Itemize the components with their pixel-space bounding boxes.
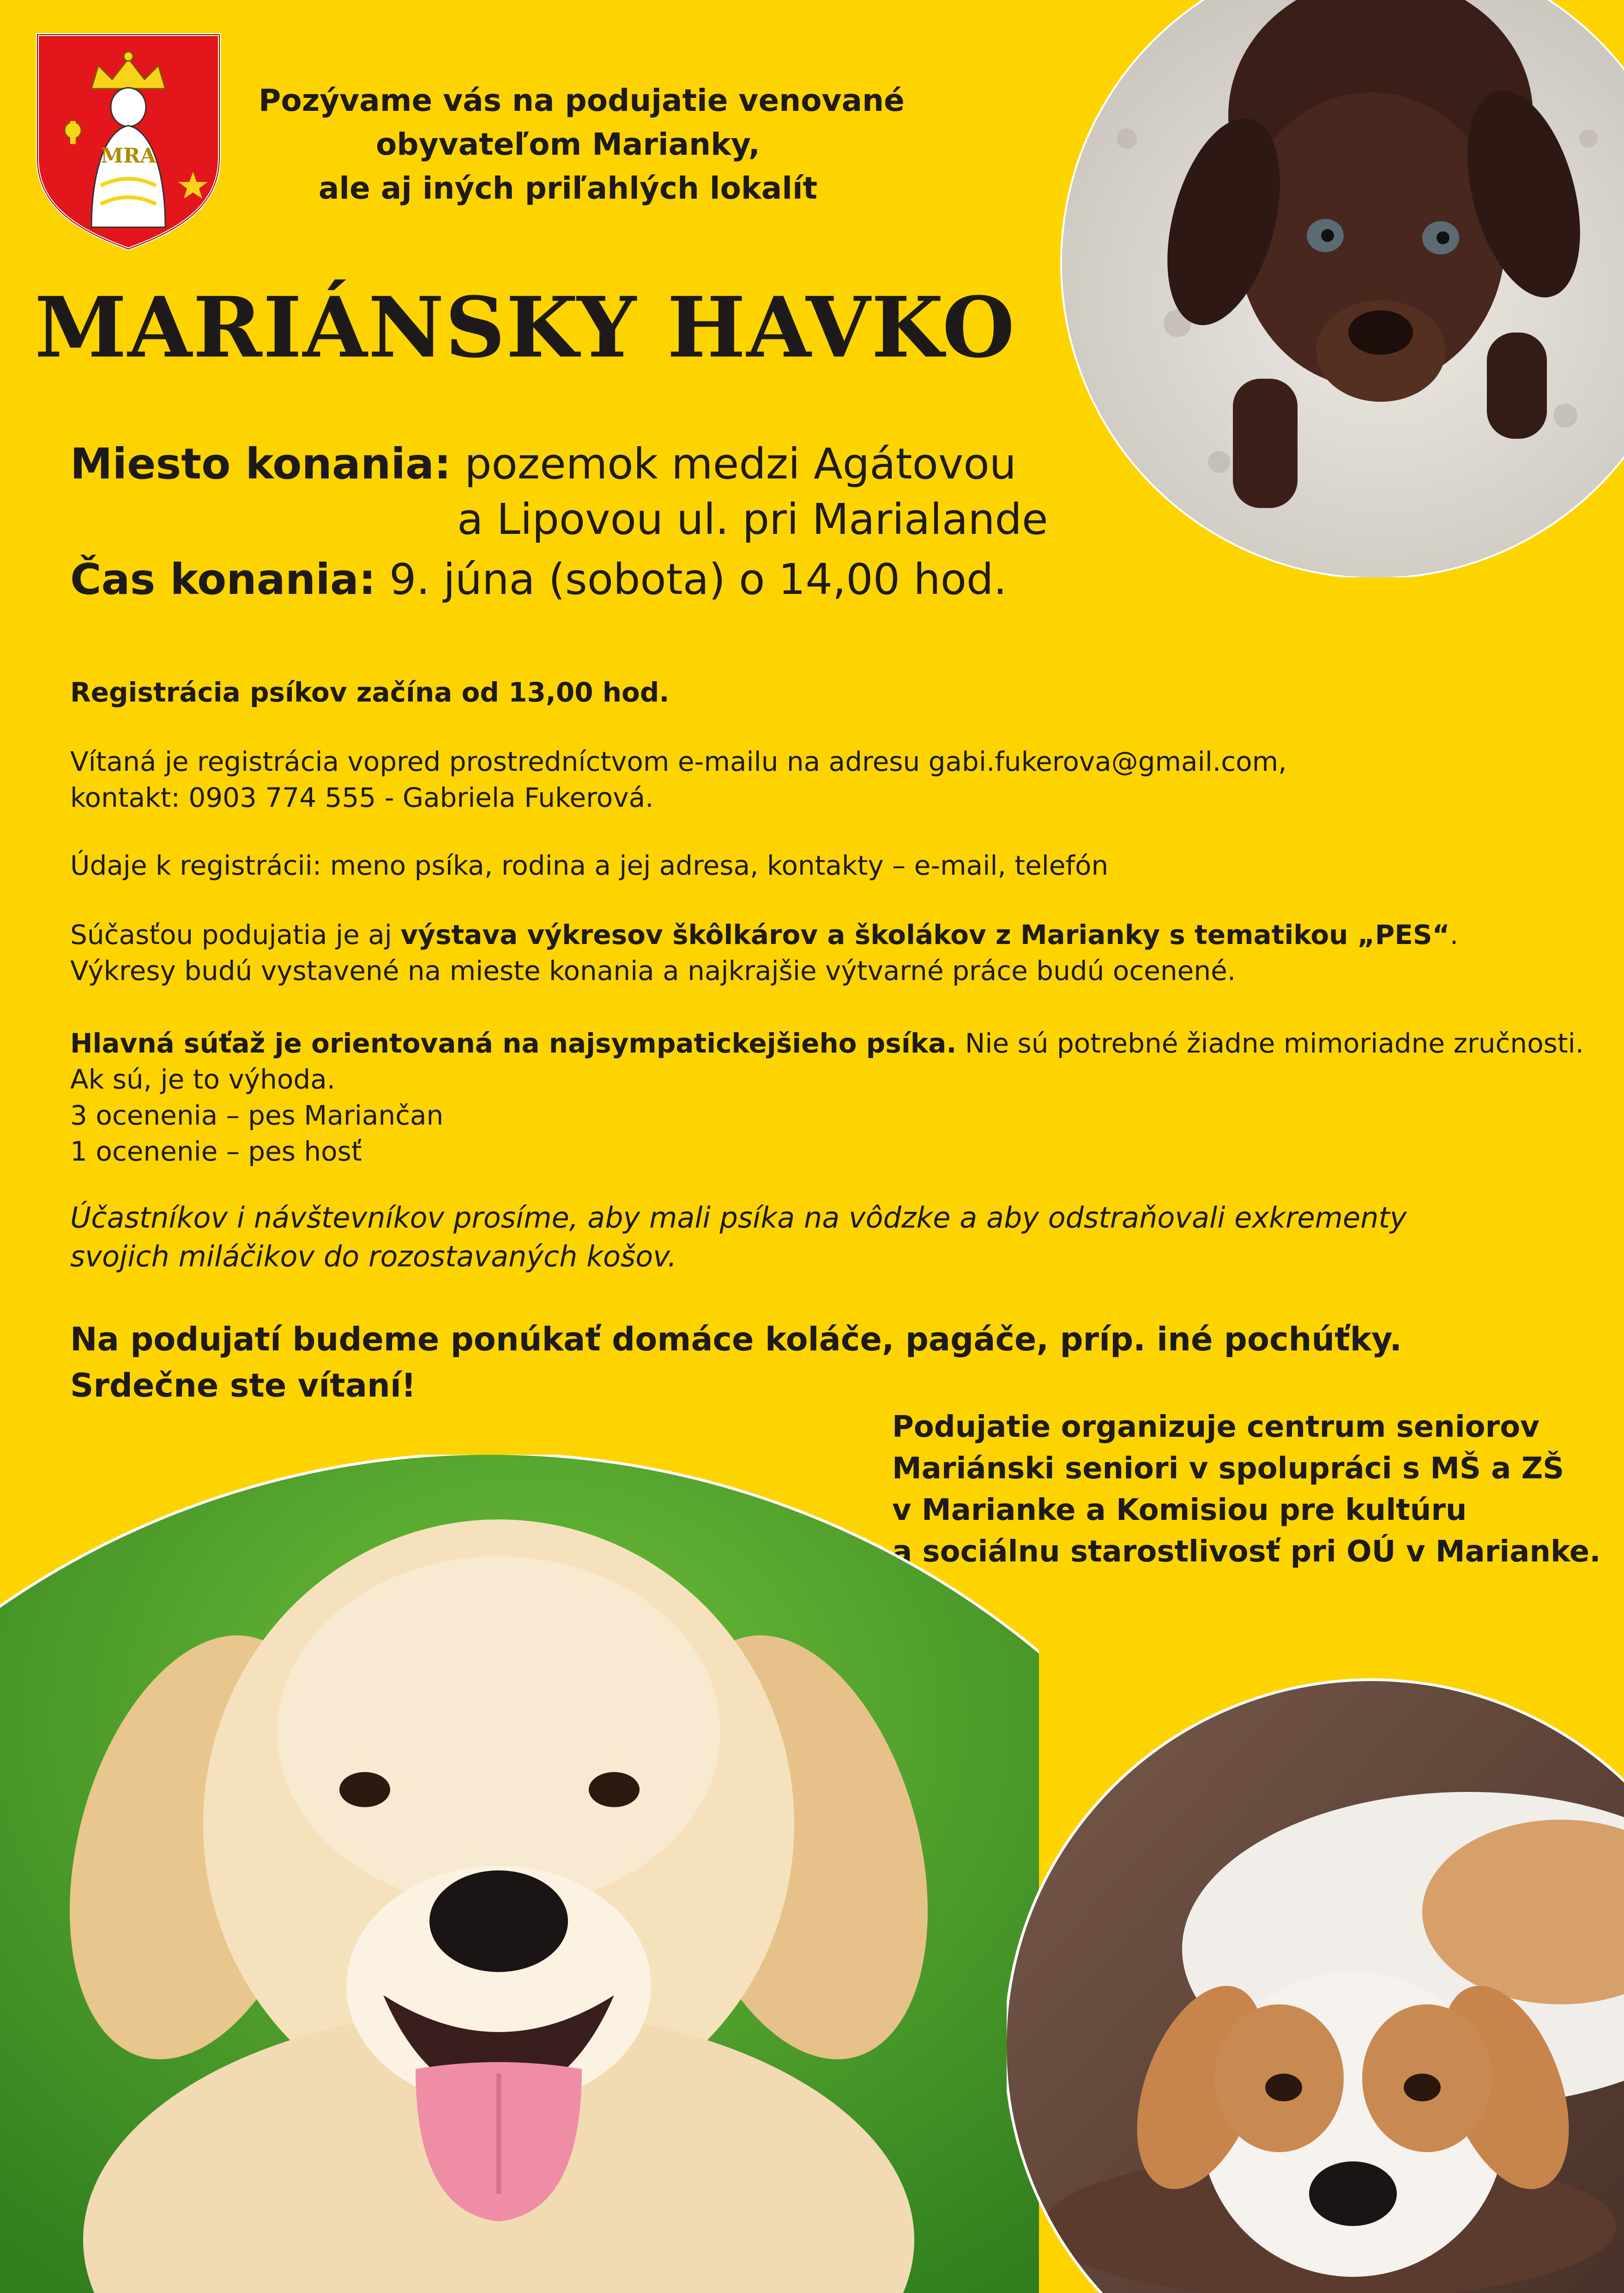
exhibition-prefix: Súčasťou podujatia je aj	[70, 919, 401, 950]
contest-rest: Nie sú potrebné žiadne mimoriadne zručnosti.	[956, 1028, 1584, 1059]
organizer-line: v Marianke a Komisiou pre kultúru	[892, 1493, 1467, 1527]
venue-value: pozemok medzi Agátovou	[465, 439, 1016, 489]
exhibition-bold: výstava výkresov škôlkárov a školákov z Marianky s tematikou „PES“	[400, 919, 1450, 950]
event-title: MARIÁNSKY HAVKO	[35, 279, 1016, 376]
registration-info	[70, 744, 1557, 816]
registration-start	[70, 674, 1557, 710]
intro-line: ale aj iných priľahlých lokalít	[318, 170, 818, 206]
registration-data	[70, 847, 1557, 883]
request-info	[70, 1198, 1557, 1276]
venue-label: Miesto konania:	[70, 439, 451, 489]
exhibition-suffix: .	[1449, 919, 1459, 950]
organizer-line: a sociálnu starostlivosť pri OÚ v Marianke.	[892, 1535, 1601, 1569]
crest-letters: MRA	[101, 144, 156, 168]
venue-line-1	[70, 439, 1016, 490]
registration-info-line: Vítaná je registrácia vopred prostredníctvom e-mailu na adresu gabi.fukerova@gmail.com,	[70, 746, 1287, 777]
contest-line-4: 1 ocenenie – pes hosť	[70, 1136, 362, 1167]
request-line: Účastníkov i návštevníkov prosíme, aby mali psíka na vôdzke a aby odstraňovali exkrementy	[70, 1201, 1407, 1234]
intro-line: obyvateľom Marianky,	[376, 127, 760, 162]
offer-line: Srdečne ste vítaní!	[70, 1367, 416, 1404]
registration-start-text: Registrácia psíkov začína od 13,00 hod.	[70, 677, 670, 708]
request-line: svojich miláčikov do rozostavaných košov.	[70, 1240, 677, 1273]
contest-bold: Hlavná súťaž je orientovaná na najsympatickejšieho psíka.	[70, 1028, 957, 1059]
intro-line: Pozývame vás na podujatie venované	[259, 83, 905, 118]
contest-info	[70, 1025, 1584, 1169]
offer-line: Na podujatí budeme ponúkať domáce koláče, pagáče, príp. iné pochúťky.	[70, 1320, 1402, 1358]
time-value: 9. júna (sobota) o 14,00 hod.	[389, 555, 1007, 604]
golden-puppy-photo	[0, 1455, 1039, 2293]
intro-text	[259, 79, 905, 210]
exhibition-info	[70, 917, 1557, 989]
offer-info	[70, 1316, 1402, 1409]
time-label: Čas konania:	[70, 555, 376, 604]
exhibition-line-2: Výkresy budú vystavené na mieste konania a najkrajšie výtvarné práce budú ocenené.	[70, 955, 1236, 986]
registration-info-line: kontakt: 0903 774 555 - Gabriela Fukerová.	[70, 782, 654, 813]
brown-puppy-photo	[1057, 0, 1624, 577]
contest-line-3: 3 ocenenia – pes Mariančan	[70, 1100, 444, 1131]
time-line	[70, 554, 1007, 605]
organizer-line: Podujatie organizuje centrum seniorov	[892, 1410, 1539, 1444]
venue-line-2: a Lipovou ul. pri Marialande	[457, 495, 1048, 544]
coat-of-arms-logo	[36, 33, 221, 250]
organizer-line: Mariánski seniori v spolupráci s MŠ a ZŠ	[892, 1452, 1564, 1486]
contest-line-2: Ak sú, je to výhoda.	[70, 1064, 336, 1095]
resting-dog-photo	[1007, 1626, 1624, 2293]
registration-data-text: Údaje k registrácii: meno psíka, rodina a jej adresa, kontakty – e-mail, telefón	[70, 850, 1109, 881]
